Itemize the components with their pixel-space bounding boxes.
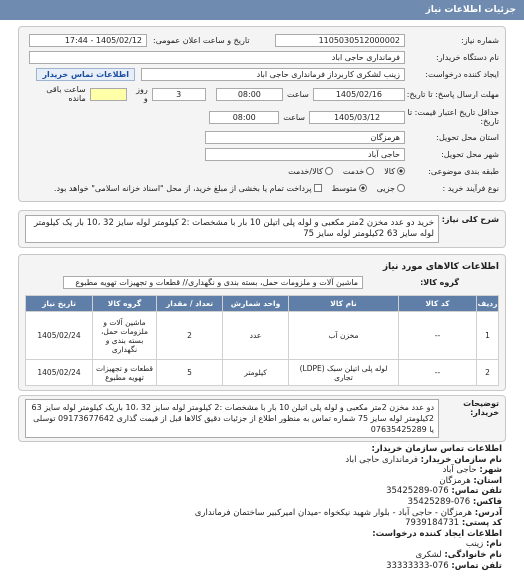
creator-name-value: زینب bbox=[465, 539, 484, 550]
buyer-city-key: شهر: bbox=[479, 465, 502, 476]
treasury-payment-option[interactable] bbox=[54, 184, 322, 193]
goods-table bbox=[25, 295, 499, 386]
validity-date-field: 1405/03/12 bbox=[309, 111, 405, 124]
cell-unit: عدد bbox=[223, 312, 289, 360]
creator-row bbox=[25, 66, 499, 82]
buyer-name-label: نام دستگاه خریدار: bbox=[436, 52, 499, 62]
remaining-hours-field bbox=[90, 88, 127, 101]
creator-name-key: نام: bbox=[485, 539, 502, 550]
city-label: شهر محل تحویل: bbox=[441, 149, 499, 159]
buyer-address-key: آدرس: bbox=[474, 507, 502, 518]
creator-info-title: اطلاعات ایجاد کننده درخواست: bbox=[372, 528, 502, 539]
buyer-contact-link[interactable]: اطلاعات تماس خریدار bbox=[36, 68, 135, 81]
reply-time-label: ساعت bbox=[287, 89, 309, 99]
buyer-description-panel bbox=[18, 395, 506, 442]
radio-icon bbox=[366, 167, 374, 175]
validity-row bbox=[25, 106, 499, 128]
buyer-org-value: فرمانداری حاجی اباد bbox=[345, 454, 418, 465]
creator-field: زینب لشکری کاربرداز فرمانداری حاجی اباد bbox=[141, 68, 405, 81]
category-goods-service-label: کالا/خدمت bbox=[288, 166, 323, 176]
goods-panel bbox=[18, 254, 506, 391]
category-service-option[interactable] bbox=[343, 167, 374, 176]
city-row bbox=[25, 146, 499, 162]
days-field: 3 bbox=[152, 88, 206, 101]
col-qty: تعداد / مقدار bbox=[157, 296, 223, 312]
category-label: طبقه بندی موضوعی: bbox=[428, 166, 499, 176]
cell-name: مخزن آب bbox=[289, 312, 399, 360]
buyer-city-value: حاجی آباد bbox=[442, 465, 477, 476]
table-row bbox=[26, 312, 499, 360]
goods-group-field: ماشین آلات و ملزومات حمل، بسته بندی و نگهداری// قطعات و تجهیزات تهویه مطبوع bbox=[63, 276, 363, 289]
buyer-description-text: دو عدد مخزن 2متر مکعبی و لوله پلی اتیلن 10 بار با مشخصات :2 کیلومتر لوله سایز 32 ،10 باریک کیلومتر لوله سایز 63 2کیلومتر لوله سایز 75 شماره تماس به منظور اطلاع از جزئیات دقیق کالاها قبل از قیمت گذاری 09173677642 توسلی یا 07635425289 bbox=[25, 399, 439, 438]
purchase-medium-label: متوسط bbox=[331, 183, 357, 193]
checkbox-icon bbox=[314, 184, 322, 192]
col-date: تاریخ نیاز bbox=[26, 296, 93, 312]
purchase-partial-option[interactable] bbox=[377, 184, 405, 193]
cell-code: -- bbox=[399, 360, 477, 386]
buyer-province-key: استان: bbox=[473, 475, 502, 486]
buyer-info-title: اطلاعات تماس سازمان خریدار: bbox=[371, 444, 502, 454]
creator-label: ایجاد کننده درخواست: bbox=[425, 69, 499, 79]
reply-deadline-label: مهلت ارسال پاسخ: تا تاریخ: bbox=[406, 89, 499, 99]
summary-panel bbox=[18, 210, 506, 248]
treasury-payment-label: پرداخت تمام یا بخشی از مبلغ خرید، از محل "اسناد خزانه اسلامی" خواهد بود. bbox=[53, 183, 312, 193]
validity-label: حداقل تاریخ اعتبار قیمت: تا تاریخ: bbox=[407, 108, 499, 126]
buyer-contact-info bbox=[18, 442, 506, 573]
purchase-type-label: نوع فرآیند خرید : bbox=[442, 183, 499, 193]
cell-date: 1405/02/24 bbox=[26, 360, 93, 386]
buyer-fax-key: فاکس: bbox=[472, 496, 502, 507]
goods-section-title: اطلاعات کالاهای مورد نیاز bbox=[382, 262, 499, 272]
reply-time-field: 08:00 bbox=[216, 88, 283, 101]
buyer-description-label: توضیحات خریدار: bbox=[463, 399, 499, 417]
category-goods-option[interactable] bbox=[384, 167, 405, 176]
col-row: ردیف bbox=[477, 296, 499, 312]
buyer-org-key: نام سازمان خریدار: bbox=[420, 454, 502, 465]
reply-deadline-row bbox=[25, 83, 499, 105]
province-row bbox=[25, 129, 499, 145]
city-field: حاجی آباد bbox=[205, 148, 405, 161]
creator-family-key: نام خانوادگی: bbox=[444, 549, 502, 560]
cell-qty: 5 bbox=[157, 360, 223, 386]
buyer-province-value: هرمزگان bbox=[439, 475, 471, 486]
purchase-medium-option[interactable] bbox=[332, 184, 367, 193]
province-field: هرمزگان bbox=[205, 131, 405, 144]
cell-date: 1405/02/24 bbox=[26, 312, 93, 360]
table-row bbox=[26, 360, 499, 386]
page-header bbox=[0, 0, 524, 20]
summary-text: خرید دو عدد مخزن 2متر مکعبی و لوله پلی اتیلن 10 بار با مشخصات :2 کیلومتر لوله سایز 32 ،10 بار یک کیلومتر لوله سایز 63 2کیلومتر لوله سایز 75 bbox=[25, 215, 439, 243]
creator-phone-key: تلفن تماس: bbox=[451, 560, 502, 571]
page-title: جزئیات اطلاعات نیاز bbox=[425, 5, 516, 15]
buyer-phone-value: 076-35425289 bbox=[386, 486, 449, 497]
cell-qty: 2 bbox=[157, 312, 223, 360]
category-goods-service-option[interactable] bbox=[288, 167, 333, 176]
cell-group: ماشین آلات و ملزومات حمل، بسته بندی و نگهداری bbox=[93, 312, 157, 360]
cell-row: 1 bbox=[477, 312, 499, 360]
days-label: روز و bbox=[136, 85, 148, 103]
goods-group-label: گروه کالا: bbox=[420, 278, 459, 287]
category-row bbox=[25, 163, 499, 179]
reply-date-field: 1405/02/16 bbox=[313, 88, 405, 101]
announce-label: تاریخ و ساعت اعلان عمومی: bbox=[153, 35, 250, 45]
buyer-phone-key: تلفن تماس: bbox=[451, 486, 502, 497]
radio-icon bbox=[325, 167, 333, 175]
radio-selected-icon bbox=[397, 167, 405, 175]
buyer-name-row bbox=[25, 49, 499, 65]
buyer-postal-key: کد پستی: bbox=[461, 518, 502, 529]
need-number-label: شماره نیاز: bbox=[461, 35, 499, 45]
province-label: استان محل تحویل: bbox=[436, 132, 499, 142]
buyer-name-field: فرمانداری حاجی اباد bbox=[29, 51, 405, 64]
buyer-postal-value: 7939184731 bbox=[405, 518, 460, 529]
col-name: نام کالا bbox=[289, 296, 399, 312]
cell-group: قطعات و تجهیزات تهویه مطبوع bbox=[93, 360, 157, 386]
purchase-type-row bbox=[25, 180, 499, 196]
radio-icon bbox=[397, 184, 405, 192]
cell-row: 2 bbox=[477, 360, 499, 386]
category-service-label: خدمت bbox=[342, 166, 365, 176]
buyer-address-value: هرمزگان - حاجی آباد - بلوار شهید نیکخواه -میدان امیرکبیر ساختمان فرمانداری bbox=[194, 507, 472, 518]
creator-phone-value: 076-33333333 bbox=[386, 560, 449, 571]
cell-name: لوله پلی اتیلن سبک (LDPE) تجاری bbox=[289, 360, 399, 386]
goods-table-header bbox=[26, 296, 499, 312]
creator-family-value: لشکری bbox=[415, 549, 442, 560]
purchase-partial-label: جزیی bbox=[376, 183, 395, 193]
announce-field: 1405/02/12 - 17:44 bbox=[29, 34, 147, 47]
need-number-field: 1105030512000002 bbox=[275, 34, 405, 47]
summary-label: شرح کلی نیاز: bbox=[441, 215, 499, 224]
col-group: گروه کالا bbox=[93, 296, 157, 312]
cell-code: -- bbox=[399, 312, 477, 360]
col-unit: واحد شمارش bbox=[223, 296, 289, 312]
validity-time-field: 08:00 bbox=[209, 111, 279, 124]
col-code: کد کالا bbox=[399, 296, 477, 312]
radio-selected-icon bbox=[359, 184, 367, 192]
need-number-row bbox=[25, 32, 499, 48]
buyer-fax-value: 076-35425289 bbox=[407, 496, 471, 507]
cell-unit: کیلومتر bbox=[223, 360, 289, 386]
validity-time-label: ساعت bbox=[283, 112, 305, 122]
remaining-label: ساعت باقی مانده bbox=[46, 85, 86, 103]
request-details-panel bbox=[18, 26, 506, 202]
category-goods-label: کالا bbox=[384, 166, 395, 176]
